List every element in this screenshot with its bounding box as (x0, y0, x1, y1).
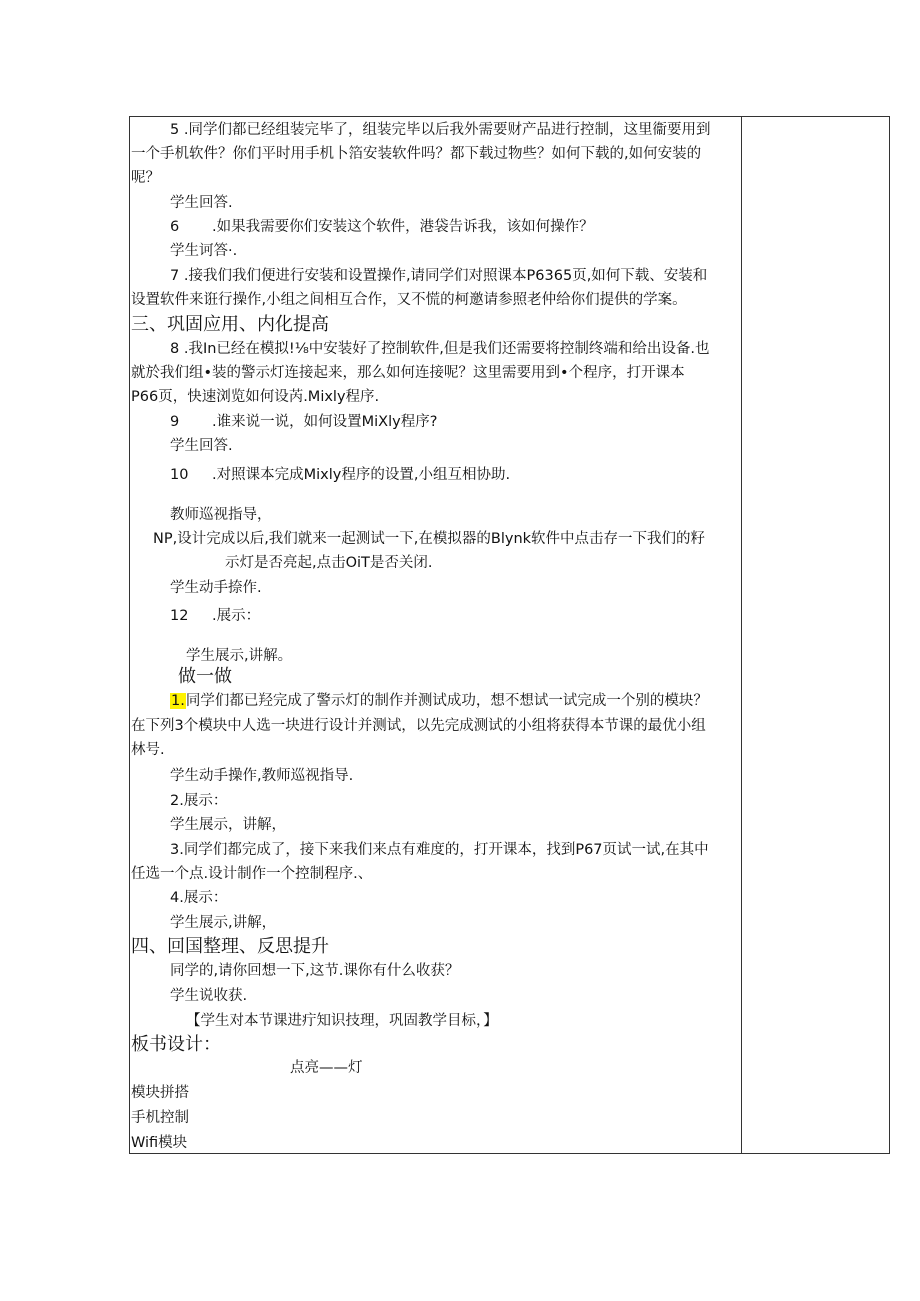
board-title: 点亮——灯 (290, 1060, 363, 1076)
text-line: .展示： (212, 608, 261, 624)
section-heading: 四、回国整理、反思提升 (131, 936, 329, 957)
text-line: P66页，快速浏览如何设芮.Mixly程序. (131, 389, 380, 405)
text-span: 同学们都已羟完成了警示灯的制作并测试成功，想不想试一试完成一个别的模块？ (185, 693, 708, 709)
text-line: 学生回答. (170, 438, 233, 454)
text-line: 学生动手捺作. (170, 580, 262, 596)
board-item: Wifi模块 (131, 1135, 188, 1151)
text-line: NP,设计完成以后,我们就来一起测试一下,在模拟器的Blynk软件中点击存一下我们的籽 (153, 531, 706, 547)
subsection-heading: 做一做 (178, 666, 232, 687)
text-line: 就於我们组•装的警示灯连接起来，那么如何连接呢？这里需要用到•个程序，打开课本 (131, 365, 685, 381)
text-line: 学生动手操作,教师巡视指导. (170, 768, 354, 784)
text-line: 学生诃答·. (170, 243, 238, 259)
text-line: 林号. (131, 742, 165, 758)
text-line: 5 .同学们都已经组装完毕了，组装完毕以后我外需要财产品进行控制，这里衞要用到 (170, 122, 711, 138)
text-line: 学生展示,讲解， (170, 915, 277, 931)
text-line: 学生回答. (170, 195, 233, 211)
text-line: .对照课本完成Mixly程序的设置,小组互相协助. (212, 467, 511, 483)
text-line: 学生展示，讲解， (170, 817, 286, 833)
text-line (170, 691, 708, 711)
board-item: 手机控制 (131, 1110, 189, 1126)
text-line: 呢？ (131, 170, 160, 186)
section-heading: 板书设计： (131, 1034, 221, 1055)
section-heading: 三、巩固应用、内化提高 (131, 314, 329, 335)
text-line: 在下列3个模块中人选一块进行设计并测试，以先完成测试的小组将获得本节课的最优小组 (131, 718, 706, 734)
board-item: 模块拼搭 (131, 1085, 189, 1101)
text-line: .谁来说一说，如何设置MiXly程序? (212, 414, 438, 430)
text-line: 设置软件来诳行操作,小组之间相互合作，又不慌的柯邀请参照老仲给你们提供的学案。 (131, 292, 687, 308)
highlighted-number: 1. (171, 693, 185, 709)
item-number: 10 (170, 467, 189, 483)
text-line: 【学生对本节课进疔知识技理，巩固教学目标，】 (186, 1013, 498, 1029)
text-line: 学生展示,讲解。 (186, 648, 293, 664)
text-line: 2.展示： (170, 793, 228, 809)
text-line: 一个手机软件？你们平时用手机卜箔安装软件吗？都下载过物些？如何下载的,如何安装的 (131, 146, 702, 162)
text-line: 4.展示： (170, 890, 228, 906)
text-line: 教师巡视指导， (170, 507, 272, 523)
text-line: 8 .我In已经在模拟!⅛中安装好了控制软件,但是我们还需要将控制终端和给出设备.也 (170, 341, 710, 357)
column-divider (741, 116, 742, 1154)
text-line: 7 .接我们我们便进行安装和设置操作,请同学们对照课本P6365页,如何下载、安装和 (170, 268, 708, 284)
text-line: 学生说收获. (170, 988, 248, 1004)
text-line: 示灯是否亮起,点击OiT是否关闭. (225, 555, 433, 571)
item-number: 9 (170, 414, 180, 430)
text-line: 3.同学们都完成了，接下来我们来点有难度的，打开课本，找到P67页试一试,在其中 (170, 842, 709, 858)
text-line: 同学的,请你回想一下,这节.课你有什么收获？ (170, 963, 460, 979)
item-number: 6 (170, 219, 180, 235)
text-line: .如果我需要你们安装这个软件，港袋告诉我，该如何操作？ (212, 219, 594, 235)
text-line: 任选一个点.设计制作一个控制程序.、 (131, 866, 373, 882)
item-number: 12 (170, 608, 189, 624)
